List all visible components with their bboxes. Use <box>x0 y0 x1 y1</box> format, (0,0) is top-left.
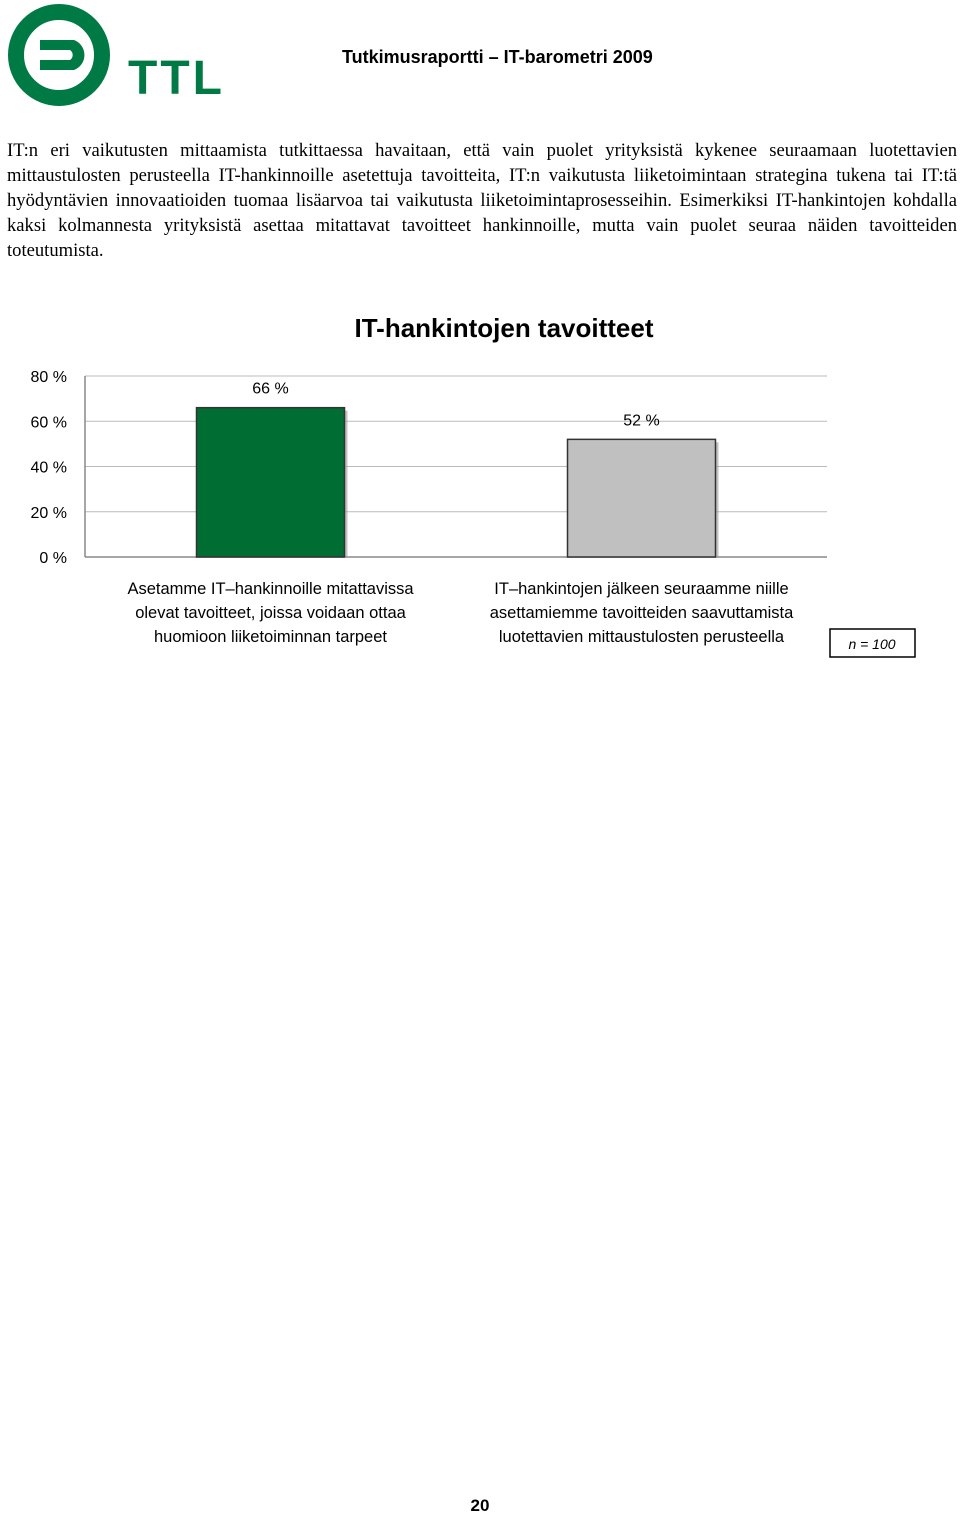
x-category-label: olevat tavoitteet, joissa voidaan ottaa <box>135 604 406 622</box>
x-category-label: luotettavien mittaustulosten perusteella <box>498 628 785 646</box>
body-paragraph: IT:n eri vaikutusten mittaamista tutkittaessa havaitaan, että vain puolet yrityksistä kykenee seuraamaan luotettavien mittaustulosten perusteella IT-hankinnoille asetettuja tavoitteita, IT:n vaikutusta liiketoimintaan strategina tukena tai IT:tä hyödyntävien innovaatioiden tuomaa lisäarvoa tai vaikutusta liiketoimintaprosesseihin. Esimerkiksi IT-hankintojen kohdalla kaksi kolmannesta yrityksistä asettaa mitattavat tavoitteet hankinnoille, mutta vain puolet seuraa näiden tavoitteiden toteutumista. <box>7 140 957 261</box>
x-category-label: asettamiemme tavoitteiden saavuttamista <box>489 604 794 622</box>
x-category-label: Asetamme IT–hankinnoille mitattavissa <box>127 580 414 598</box>
x-category-label: huomioon liiketoiminnan tarpeet <box>154 628 387 646</box>
page-number: 20 <box>470 1496 490 1515</box>
y-tick-label: 80 % <box>30 369 67 386</box>
bar-chart <box>0 295 960 675</box>
sample-size-text: n = 100 <box>848 636 896 652</box>
chart-title: IT-hankintojen tavoitteet <box>354 313 654 343</box>
logo-text: TTL <box>128 52 225 105</box>
sample-size-note <box>830 629 915 657</box>
y-tick-label: 20 % <box>30 504 67 522</box>
bar-value-label: 66 % <box>252 380 289 398</box>
bar <box>568 439 716 557</box>
bar-value-label: 52 % <box>623 412 660 430</box>
bar <box>197 408 345 557</box>
y-tick-label: 40 % <box>30 459 67 477</box>
x-category-label: IT–hankintojen jälkeen seuraamme niille <box>494 580 789 598</box>
y-tick-label: 0 % <box>39 550 67 567</box>
y-tick-label: 60 % <box>30 414 67 432</box>
report-title: Tutkimusraportti – IT-barometri 2009 <box>342 47 653 67</box>
logo-emblem <box>16 12 102 98</box>
ttl-logo <box>4 2 234 108</box>
